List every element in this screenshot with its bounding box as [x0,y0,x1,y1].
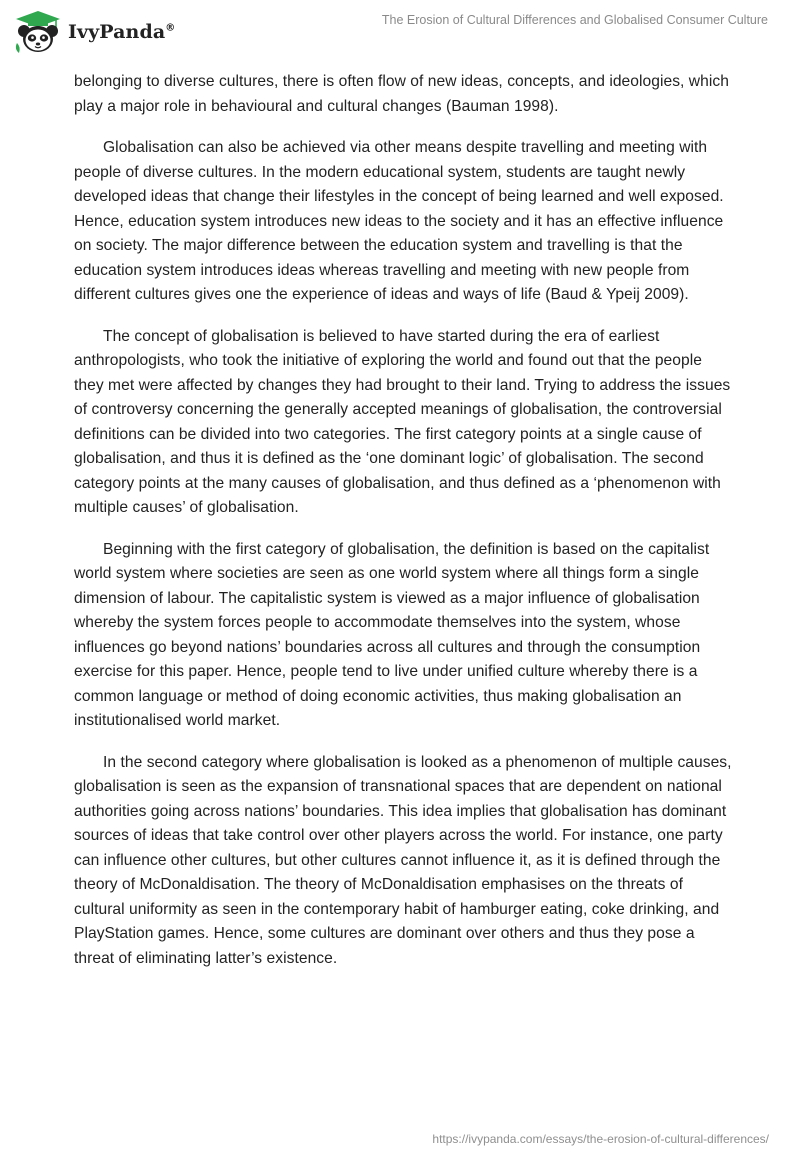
page-header [0,0,800,64]
paragraph: Beginning with the first category of globalisation, the definition is based on the capitalist world system where societies are seen as one world system where all things form a single dimension of labour. The capitalistic system is viewed as a major influence of globalisation whereby the system forces people to accommodate themselves into the system, whose influences go beyond nations’ boundaries across all cultures and through the consumption exercise for this paper. Hence, people tend to live under unified culture whereby there is a common language or method of doing economic activities, thus making globalisation an institutionalised world market. [74,540,710,729]
logo-wordmark [68,21,175,43]
essay-body [74,70,734,988]
registered-mark: ® [165,22,176,34]
paragraph: In the second category where globalisation is looked as a phenomenon of multiple causes, globalisation is seen as the expansion of transnational spaces that are dependent on national authorities going across nations’ boundaries. This idea implies that globalisation has dominant sources of ideas that take control over other players across the world. For instance, one party can influence other cultures, but other cultures cannot influence it, as it is defined through the theory of McDonaldisation. The theory of McDonaldisation emphasises on the threats of cultural uniformity as seen in the contemporary habit of hamburger eating, coke drinking, and PlayStation games. Hence, some cultures are dominant over others and thus they pose a threat of eliminating latter’s existence. [74,753,732,967]
source-url-link[interactable]: https://ivypanda.com/essays/the-erosion-of-cultural-differences/ [432,1132,769,1146]
ivypanda-logo[interactable] [14,9,175,55]
panda-graduate-icon [14,9,62,55]
paragraph: The concept of globalisation is believed to have started during the era of earliest anthropologists, who took the initiative of exploring the world and found out that the people they met were affected by changes they had brought to their land. Trying to address the issues of controversy concerning the generally accepted meanings of globalisation, the controversial definitions can be divided into two categories. The first category points at a single cause of globalisation, and thus it is defined as the ‘one dominant logic’ of globalisation. The second category points at the many causes of globalisation, and thus defined as a ‘phenomenon with multiple causes’ of globalisation. [74,327,731,516]
document-title: The Erosion of Cultural Differences and Globalised Consumer Culture [381,13,768,27]
logo-name: IvyPanda [68,21,166,43]
paragraph: Globalisation can also be achieved via other means despite travelling and meeting with people of diverse cultures. In the modern educational system, students are taught newly developed ideas that change their lifestyles in the concept of being learned and well exposed. Hence, education system introduces new ideas to the society and it has an effective influence on society. The major difference between the education system and travelling is that the education system introduces ideas whereas travelling and meeting with new people from different cultures gives one the experience of ideas and ways of life (Baud & Ypeij 2009). [74,139,724,303]
paragraph: belonging to diverse cultures, there is often flow of new ideas, concepts, and ideologies, which play a major role in behavioural and cultural changes (Bauman 1998). [74,73,729,115]
